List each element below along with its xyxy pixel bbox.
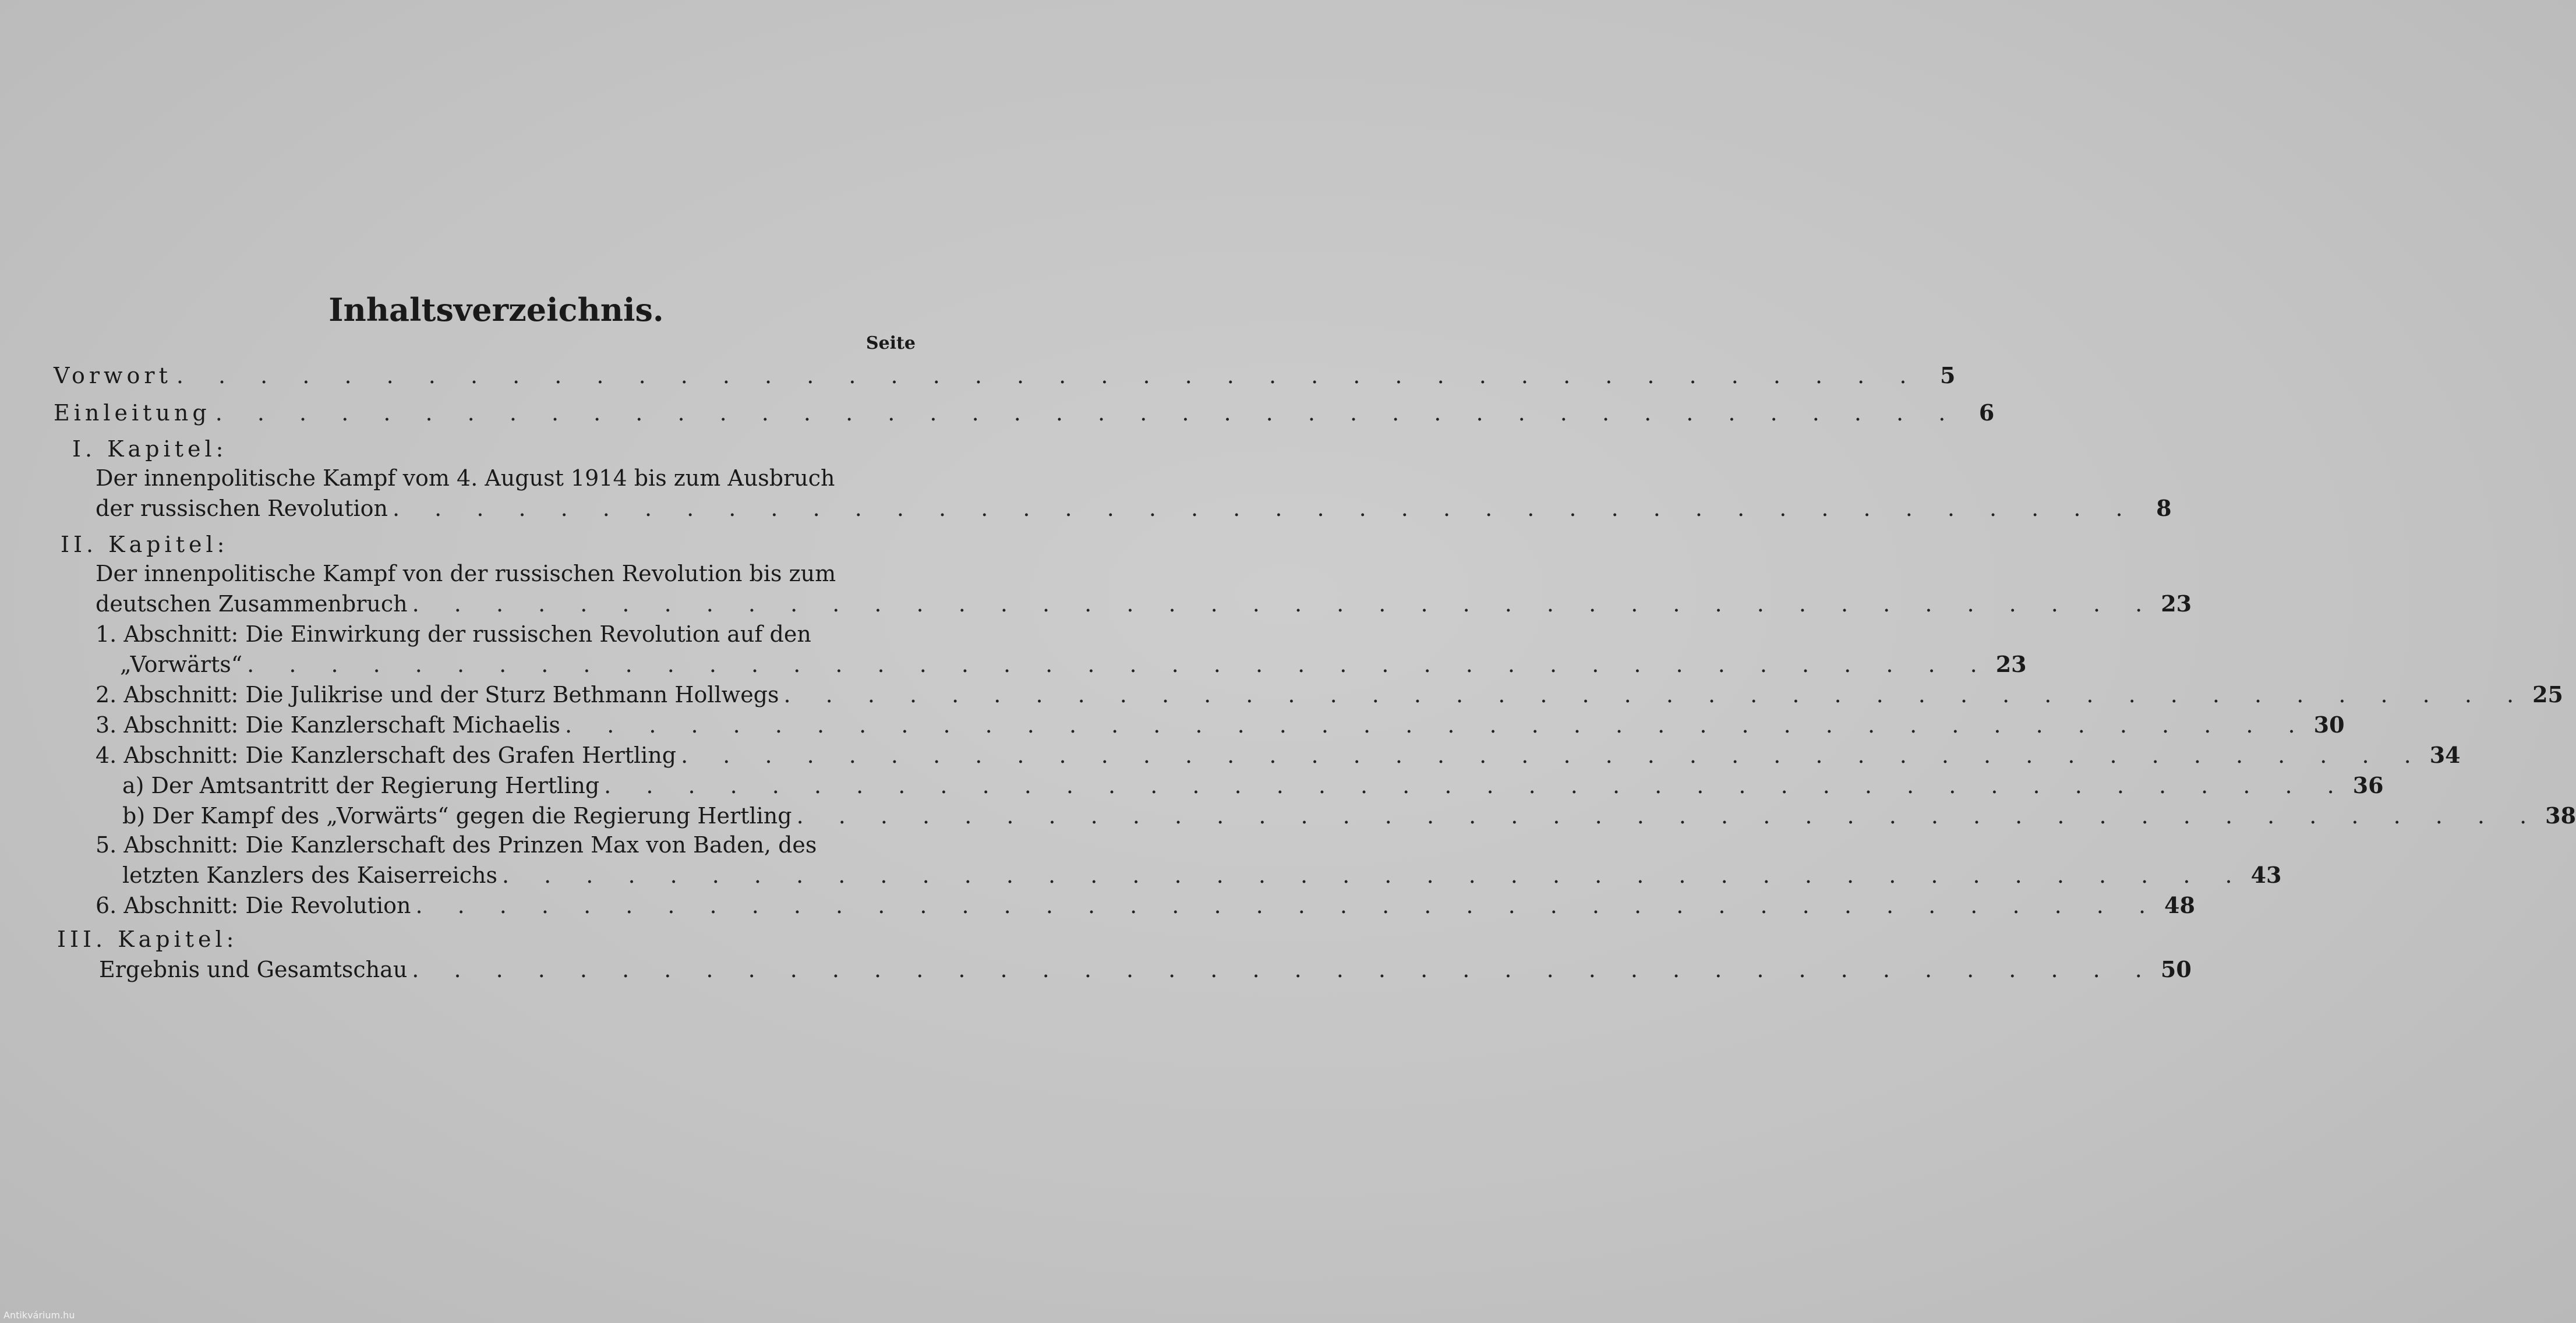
toc-page-number: 8 xyxy=(2156,495,2172,521)
toc-entry-label: b) Der Kampf des „Vorwärts“ gegen die Regierung Hertling xyxy=(122,803,792,829)
dot-leader: . . . . . . . . . . . . . . . . . . . . . . . . . . . . . . . . . . . . . . . . . . xyxy=(681,742,2425,768)
toc-entry-line: 5. Abschnitt: Die Kanzlerschaft des Prinzen Max von Baden, des xyxy=(96,832,817,858)
toc-entry-label: 4. Abschnitt: Die Kanzlerschaft des Grafen Hertling xyxy=(96,742,677,768)
toc-page-number: 50 xyxy=(2160,956,2192,982)
toc-entry-kap2 xyxy=(96,589,2192,618)
chapter-heading: II. Kapitel: xyxy=(61,532,229,557)
toc-page-number: 23 xyxy=(2161,590,2192,617)
toc-entry-label: Vorwort xyxy=(54,363,172,388)
toc-entry-label: der russischen Revolution xyxy=(96,496,388,521)
toc-page-number: 36 xyxy=(2352,772,2384,798)
toc-entry-vorwort xyxy=(54,361,1956,390)
dot-leader: . . . . . . . . . . . . . . . . . . . . . . . . . . . . . . . . . . . . . . . . . . xyxy=(176,363,1921,388)
chapter-heading: I. Kapitel: xyxy=(72,436,228,462)
toc-entry-abschnitt-1 xyxy=(120,650,2027,679)
toc-page-number: 23 xyxy=(1995,651,2027,677)
dot-leader: . . . . . . . . . . . . . . . . . . . . . . . . . . . . . . . . . . . . . . . . . . xyxy=(412,591,2157,617)
toc-entry-label: 6. Abschnitt: Die Revolution xyxy=(96,893,411,918)
dot-leader: . . . . . . . . . . . . . . . . . . . . . . . . . . . . . . . . . . . . . . . . . . xyxy=(565,712,2309,738)
toc-entry-label: Einleitung xyxy=(54,400,211,426)
toc-entry-abschnitt-3 xyxy=(96,710,2345,740)
toc-entry-label: deutschen Zusammenbruch xyxy=(96,591,408,617)
dot-leader: . . . . . . . . . . . . . . . . . . . . . . . . . . . . . . . . . . . . . . . . . . xyxy=(412,957,2156,982)
toc-entry-line: Der innenpolitische Kampf von der russischen Revolution bis zum xyxy=(96,561,836,586)
toc-entry-line: Der innenpolitische Kampf vom 4. August 1914 bis zum Ausbruch xyxy=(96,465,835,491)
toc-entry-abschnitt-4 xyxy=(96,741,2461,770)
toc-entry-abschnitt-6 xyxy=(96,891,2195,920)
toc-page-number: 6 xyxy=(1978,399,1995,426)
page-column-header: Seite xyxy=(865,333,916,353)
toc-page-number: 43 xyxy=(2250,862,2282,888)
toc-entry-abschnitt-2 xyxy=(96,680,2563,709)
dot-leader: . . . . . . . . . . . . . . . . . . . . . . . . . . . . . . . . . . . . . . . . . . xyxy=(604,773,2348,798)
watermark: Antikvárium.hu xyxy=(3,1310,75,1321)
dot-leader: . . . . . . . . . . . . . . . . . . . . . . . . . . . . . . . . . . . . . . . . . . xyxy=(215,400,1960,426)
toc-page-number: 5 xyxy=(1939,362,1956,388)
dot-leader: . . . . . . . . . . . . . . . . . . . . . . . . . . . . . . . . . . . . . . . . . . xyxy=(501,862,2246,888)
toc-page-number: 34 xyxy=(2429,742,2461,768)
toc-entry-label: letzten Kanzlers des Kaiserreichs xyxy=(122,862,497,888)
toc-entry-line: 1. Abschnitt: Die Einwirkung der russischen Revolution auf den xyxy=(96,621,811,647)
toc-entry-label: 2. Abschnitt: Die Julikrise und der Sturz Bethmann Hollwegs xyxy=(96,682,779,708)
toc-entry-abschnitt-4a xyxy=(122,771,2384,800)
dot-leader: . . . . . . . . . . . . . . . . . . . . . . . . . . . . . . . . . . . . . . . . . . xyxy=(415,893,2160,918)
toc-page-number: 30 xyxy=(2313,712,2345,738)
dot-leader: . . . . . . . . . . . . . . . . . . . . . . . . . . . . . . . . . . . . . . . . . . xyxy=(247,652,1991,677)
toc-entry-label: a) Der Amtsantritt der Regierung Hertling xyxy=(122,773,600,798)
page-title: Inhaltsverzeichnis. xyxy=(328,291,664,328)
toc-entry-label: „Vorwärts“ xyxy=(120,652,243,677)
toc-entry-label: Ergebnis und Gesamtschau xyxy=(99,957,408,982)
toc-entry-kap3 xyxy=(99,955,2192,984)
dot-leader: . . . . . . . . . . . . . . . . . . . . . . . . . . . . . . . . . . . . . . . . . . xyxy=(796,803,2541,829)
toc-entry-label: 3. Abschnitt: Die Kanzlerschaft Michaelis xyxy=(96,712,561,738)
toc-page-number: 48 xyxy=(2164,892,2195,918)
dot-leader: . . . . . . . . . . . . . . . . . . . . . . . . . . . . . . . . . . . . . . . . . . xyxy=(393,496,2137,521)
toc-entry-abschnitt-5 xyxy=(122,861,2282,890)
toc-entry-kap1 xyxy=(96,494,2172,523)
toc-page-number: 25 xyxy=(2532,681,2563,708)
chapter-heading: III. Kapitel: xyxy=(57,926,238,952)
toc-entry-abschnitt-4b xyxy=(122,801,2576,830)
toc-page-number: 38 xyxy=(2545,802,2576,829)
toc-entry-einleitung xyxy=(54,398,1995,427)
dot-leader: . . . . . . . . . . . . . . . . . . . . . . . . . . . . . . . . . . . . . . . . . . xyxy=(783,682,2528,708)
